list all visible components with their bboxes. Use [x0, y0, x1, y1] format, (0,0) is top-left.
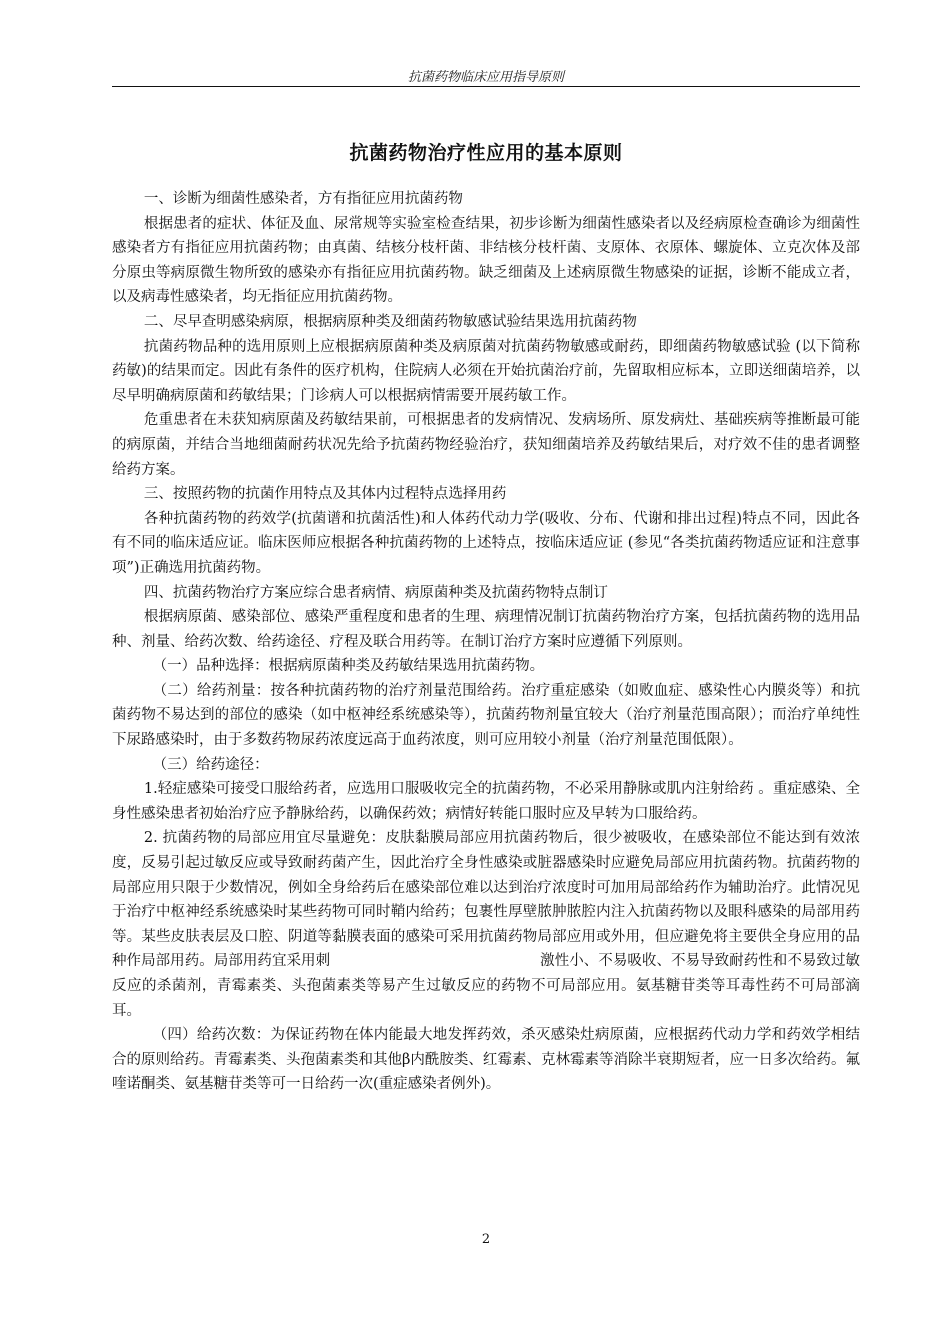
running-header: 抗菌药物临床应用指导原则 — [407, 70, 564, 85]
paragraph: 各种抗菌药物的药效学(抗菌谱和抗菌活性)和人体药代动力学(吸收、分布、代谢和排出过程)特点不同，因此各有不同的临床适应证。临床医师应根据各种抗菌药物的上述特点，按临床适应证 (参见“各类抗菌药物适应证和注意事项”)正确选用抗菌药物。 — [112, 510, 860, 576]
subsection-frequency: （四）给药次数：为保证药物在体内能最大地发挥药效，杀灭感染灶病原菌，应根据药代动力学和药效学相结合的原则给药。青霉素类、头孢菌素类和其他β内酰胺类、红霉素、克林霉素等消除半衰期短者，应一日多次给药。氟喹诺酮类、氨基糖苷类等可一日给药一次(重症感染者例外)。 — [112, 1027, 860, 1093]
subsection-route: （三）给药途径： — [152, 756, 269, 773]
paragraph: 根据患者的症状、体征及血、尿常规等实验室检查结果，初步诊断为细菌性感染者以及经病原检查确诊为细菌性感染者方有指征应用抗菌药物；由真菌、结核分枝杆菌、非结核分枝杆菌、支原体、衣原体、螺旋体、立克次体及部分原虫等病原微生物所致的感染亦有指征应用抗菌药物。缺乏细菌及上述病原微生物感染的证据，诊断不能成立者，以及病毒性感染者，均无指征应用抗菌药物。 — [112, 215, 860, 306]
paragraph-route-2 — [112, 826, 860, 1023]
section-heading-3: 三、按照药物的抗菌作用特点及其体内过程特点选择用药 — [143, 486, 507, 503]
section-heading-1: 一、诊断为细菌性感染者，方有指征应用抗菌药物 — [143, 191, 463, 207]
header-rule — [112, 86, 860, 87]
paragraph: 根据病原菌、感染部位、感染严重程度和患者的生理、病理情况制订抗菌药物治疗方案，包括抗菌药物的选用品种、剂量、给药次数、给药途径、疗程及联合用药等。在制订治疗方案时应遵循下列原则。 — [112, 609, 860, 650]
document-body — [112, 187, 860, 1097]
section-heading-2: 二、尽早查明感染病原，根据病原种类及细菌药物敏感试验结果选用抗菌药物 — [143, 313, 637, 330]
section-heading-4: 四、抗菌药物治疗方案应综合患者病情、病原菌种类及抗菌药物特点制订 — [143, 584, 608, 601]
route-2-text-b: 激性小、不易吸收、不易导致耐药性和不易致过敏反应的杀菌剂，青霉素类、头孢菌素类等易产生过敏反应的药物不可局部应用。氨基糖苷类等耳毒性药不可局部滴耳。 — [112, 953, 860, 1019]
page-title: 抗菌药物治疗性应用的基本原则 — [349, 142, 623, 164]
route-2-text-a: 2. 抗菌药物的局部应用宜尽量避免：皮肤黏膜局部应用抗菌药物后，很少被吸收，在感染部位不能达到有效浓度，反易引起过敏反应或导致耐药菌产生，因此治疗全身性感染或脏器感染时应避免局部应用抗菌药物。抗菌药物的局部应用只限于少数情况，例如全身给药后在感染部位难以达到治疗浓度时可加用局部给药作为辅助治疗。此情况见于治疗中枢神经系统感染时某些药物可同时鞘内给药；包裹性厚壁脓肿脓腔内注入抗菌药物以及眼科感染的局部用药等。某些皮肤表层及口腔、阴道等黏膜表面的感染可采用抗菌药物局部应用或外用，但应避免将主要供全身应用的品种作局部用药。局部用药宜采用刺 — [112, 830, 860, 970]
paragraph: 抗菌药物品种的选用原则上应根据病原菌种类及病原菌对抗菌药物敏感或耐药，即细菌药物敏感试验 (以下简称药敏)的结果而定。因此有条件的医疗机构，住院病人必须在开始抗菌治疗前，先留取相应标本，立即送细菌培养，以尽早明确病原菌和药敏结果；门诊病人可以根据病情需要开展药敏工作。 — [112, 338, 860, 404]
page-number: 2 — [481, 1232, 491, 1247]
paragraph-route-1: 1.轻症感染可接受口服给药者，应选用口服吸收完全的抗菌药物，不必采用静脉或肌内注射给药 。重症感染、全身性感染患者初始治疗应予静脉给药，以确保药效；病情好转能口服时应及早转为口服给药。 — [112, 781, 860, 822]
paragraph: 危重患者在未获知病原菌及药敏结果前，可根据患者的发病情况、发病场所、原发病灶、基础疾病等推断最可能的病原菌，并结合当地细菌耐药状况先给予抗菌药物经验治疗，获知细菌培养及药敏结果后，对疗效不佳的患者调整给药方案。 — [112, 412, 860, 478]
subsection-variety: （一）品种选择：根据病原菌种类及药敏结果选用抗菌药物。 — [152, 658, 545, 675]
subsection-dosage: （二）给药剂量：按各种抗菌药物的治疗剂量范围给药。治疗重症感染（如败血症、感染性心内膜炎等）和抗菌药物不易达到的部位的感染（如中枢神经系统感染等），抗菌药物剂量宜较大（治疗剂量范围高限）；而治疗单纯性下尿路感染时，由于多数药物尿药浓度远高于血药浓度，则可应用较小剂量（治疗剂量范围低限）。 — [112, 682, 860, 749]
